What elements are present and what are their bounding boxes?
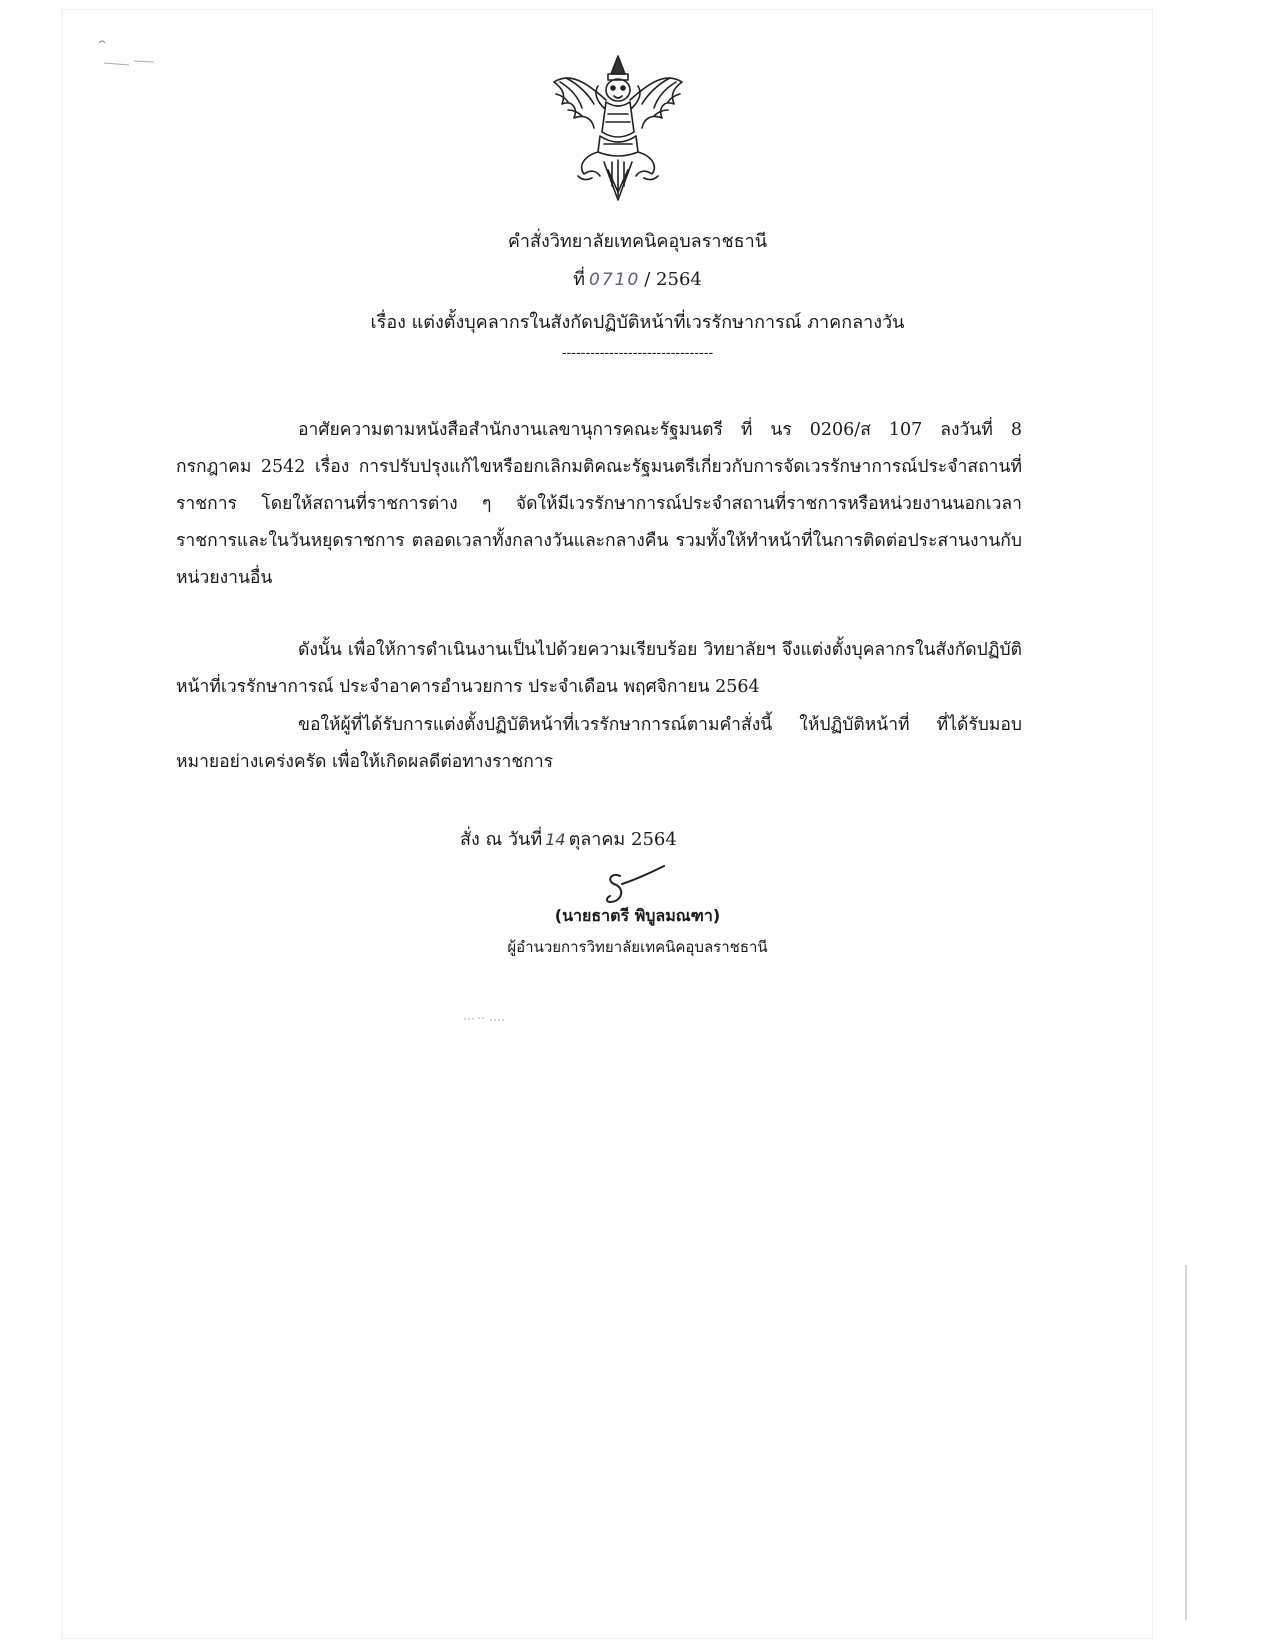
date-prefix: สั่ง ณ วันที่ <box>460 829 543 850</box>
header-divider: -------------------------------- <box>561 345 714 361</box>
number-prefix: ที่ <box>573 269 585 290</box>
paragraph-instruction <box>176 707 1022 781</box>
paragraph-3-text: ขอให้ผู้ที่ได้รับการแต่งตั้งปฏิบัติหน้าที่เวรรักษาการณ์ตามคำสั่งนี้ ให้ปฏิบัติหน้าที่ ที่ได้รับมอบหมายอย่างเคร่งครัด เพื่อให้เกิดผลดีต่อทางราชการ <box>176 715 1022 772</box>
signer-title: ผู้อำนวยการวิทยาลัยเทคนิคอุบลราชธานี <box>507 938 768 956</box>
paragraph-1-text: อาศัยความตามหนังสือสำนักงานเลขานุการคณะรัฐมนตรี ที่ นร 0206/ส 107 ลงวันที่ 8 กรกฎาคม 2542 เรื่อง การปรับปรุงแก้ไขหรือยกเลิกมติคณะรัฐมนตรีเกี่ยวกับการจัดเวรรักษาการณ์ประจำสถานที่ราชการ โดยให้สถานที่ราชการต่าง ๆ จัดให้มีเวรรักษาการณ์ประจำสถานที่ราชการหรือหน่วยงานนอกเวลาราชการและในวันหยุดราชการ ตลอดเวลาทั้งกลางวันและกลางคืน รวมทั้งให้ทำหน้าที่ในการติดต่อประสานงานกับหน่วยงานอื่น <box>176 420 1022 588</box>
scan-smudge <box>462 1014 512 1024</box>
order-number <box>0 264 1275 293</box>
scan-edge-line <box>1185 1265 1187 1620</box>
order-title: คำสั่งวิทยาลัยเทคนิคอุบลราชธานี <box>507 231 768 252</box>
paragraph-2-text: ดังนั้น เพื่อให้การดำเนินงานเป็นไปด้วยความเรียบร้อย วิทยาลัยฯ จึงแต่งตั้งบุคลากรในสังกัดปฏิบัติหน้าที่เวรรักษาการณ์ ประจำอาคารอำนวยการ ประจำเดือน พฤศจิกายน 2564 <box>176 640 1022 697</box>
paragraph-reference <box>176 412 1022 597</box>
number-suffix: / 2564 <box>644 269 702 290</box>
order-date <box>460 824 760 853</box>
date-suffix: ตุลาคม 2564 <box>568 829 677 850</box>
paragraph-appointment <box>176 632 1022 706</box>
order-subject: เรื่อง แต่งตั้งบุคลากรในสังกัดปฏิบัติหน้าที่เวรรักษาการณ์ ภาคกลางวัน <box>370 312 905 333</box>
handwritten-order-number: 0710 <box>589 270 641 290</box>
garuda-emblem <box>548 52 688 202</box>
handwritten-day: 14 <box>545 830 566 849</box>
scan-specks <box>94 35 164 75</box>
signer-name: (นายธาตรี พิบูลมณฑา) <box>554 906 721 925</box>
